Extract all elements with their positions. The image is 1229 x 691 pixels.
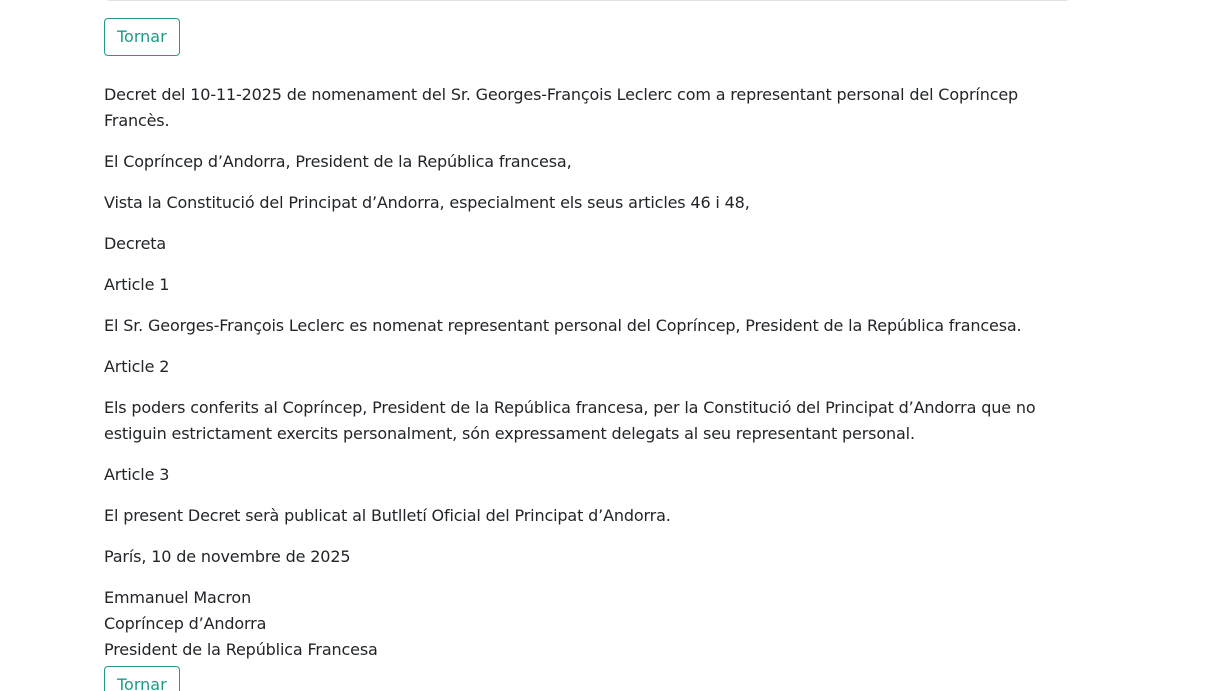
search-panel-bottom-edge <box>104 0 1071 1</box>
article-3-heading: Article 3 <box>104 465 170 484</box>
place-date: París, 10 de novembre de 2025 <box>104 547 351 566</box>
decree-content <box>104 82 1064 678</box>
decree-considering: Vista la Constitució del Principat d’Andorra, especialment els seus articles 46 i 48, <box>104 193 750 212</box>
article-2-text: Els poders conferits al Copríncep, President de la República francesa, per la Constitució del Principat d’Andorra que no estiguin estrictament exercits personalment, són expressament delegats al seu representant personal. <box>104 398 1036 443</box>
decree-issuer: El Copríncep d’Andorra, President de la República francesa, <box>104 152 572 171</box>
decree-title: Decret del 10-11-2025 de nomenament del Sr. Georges-François Leclerc com a representant personal del Copríncep Francès. <box>104 85 1019 130</box>
article-3-text: El present Decret serà publicat al Butlletí Oficial del Principat d’Andorra. <box>104 506 671 525</box>
decree-decrees: Decreta <box>104 234 167 253</box>
article-1-text: El Sr. Georges-François Leclerc es nomenat representant personal del Copríncep, President de la República francesa. <box>104 316 1022 335</box>
signature-block <box>104 585 1064 663</box>
signature-title-president: President de la República Francesa <box>104 640 378 659</box>
article-1-heading: Article 1 <box>104 275 170 294</box>
back-button-top[interactable]: Tornar <box>104 18 180 56</box>
signature-title-coprince: Copríncep d’Andorra <box>104 614 267 633</box>
back-button-bottom[interactable]: Tornar <box>104 666 180 691</box>
article-2-heading: Article 2 <box>104 357 170 376</box>
signature-name: Emmanuel Macron <box>104 588 252 607</box>
